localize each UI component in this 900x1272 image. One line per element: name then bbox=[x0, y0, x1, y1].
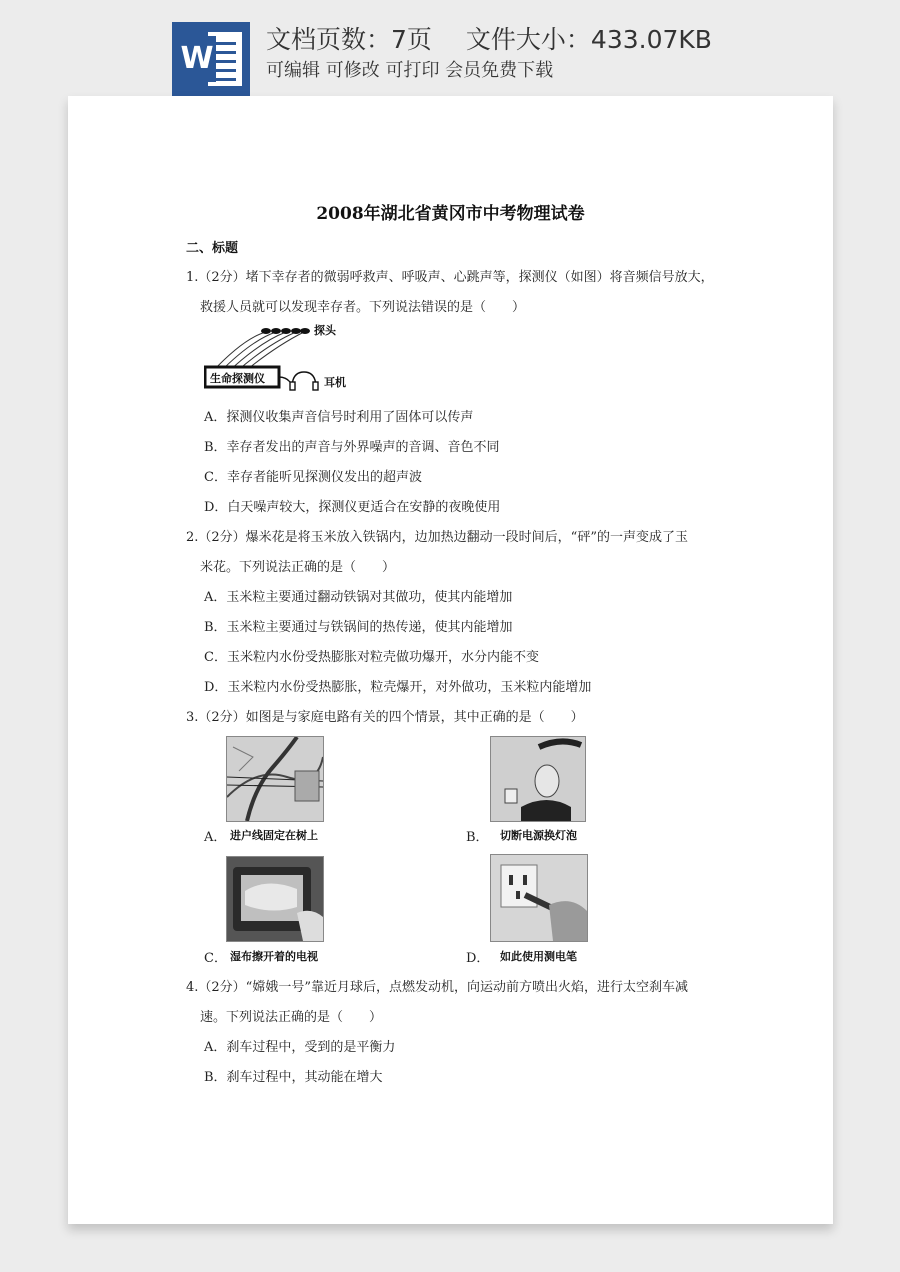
detector-label: 生命探测仪 bbox=[210, 372, 265, 385]
q1-stem: 1.（2分）堵下幸存者的微弱呼救声、呼吸声、心跳声等，探测仪（如图）将音频信号放大， bbox=[186, 270, 714, 285]
q3-option-a-caption: 进户线固定在树上 bbox=[230, 829, 318, 842]
q3-option-d-caption: 如此使用测电笔 bbox=[500, 950, 577, 963]
q2-option-d: D．玉米粒内水份受热膨胀，粒壳爆开，对外做功，玉米粒内能增加 bbox=[204, 680, 592, 695]
q2-stem-cont: 米花。下列说法正确的是（ ） bbox=[200, 560, 396, 575]
photo-test-pen bbox=[490, 854, 588, 942]
q4-option-b: B．刹车过程中，其动能在增大 bbox=[204, 1070, 383, 1085]
q3-option-a-letter: A． bbox=[204, 830, 227, 845]
q2-option-b: B．玉米粒主要通过与铁锅间的热传递，使其内能增加 bbox=[204, 620, 513, 635]
q1-option-a: A．探测仪收集声音信号时利用了固体可以传声 bbox=[204, 410, 474, 425]
exam-title: 2008年湖北省黄冈市中考物理试卷 bbox=[316, 204, 585, 224]
file-size: 文件大小：433.07KB bbox=[465, 25, 712, 54]
earphone-icon bbox=[279, 372, 318, 390]
document-page bbox=[68, 96, 833, 1224]
q2-option-a: A．玉米粒主要通过翻动铁锅对其做功，使其内能增加 bbox=[204, 590, 513, 605]
section-heading: 二、标题 bbox=[186, 241, 239, 256]
q3-option-d-letter: D． bbox=[466, 951, 490, 966]
file-meta bbox=[266, 20, 712, 56]
q4-stem-cont: 速。下列说法正确的是（ ） bbox=[200, 1010, 383, 1025]
word-letter: W bbox=[178, 36, 216, 82]
q3-option-b-caption: 切断电源换灯泡 bbox=[500, 829, 577, 842]
q3-stem: 3.（2分）如图是与家庭电路有关的四个情景，其中正确的是（ ） bbox=[186, 710, 584, 725]
earphone-label: 耳机 bbox=[324, 376, 346, 389]
q1-stem-cont: 救援人员就可以发现幸存者。下列说法错误的是（ ） bbox=[200, 300, 526, 315]
download-banner bbox=[0, 0, 900, 96]
q3-option-c-caption: 湿布擦开着的电视 bbox=[230, 950, 318, 963]
feature-list: 可编辑 可修改 可打印 会员免费下载 bbox=[266, 60, 554, 81]
q1-option-d: D．白天噪声较大，探测仪更适合在安静的夜晚使用 bbox=[204, 500, 501, 515]
q3-option-c-letter: C． bbox=[204, 951, 227, 966]
photo-wires-on-tree bbox=[226, 736, 324, 822]
probe-heads bbox=[261, 328, 310, 334]
q2-stem: 2.（2分）爆米花是将玉米放入铁锅内，边加热边翻动一段时间后，“砰”的一声变成了玉 bbox=[186, 530, 688, 545]
q1-option-b: B．幸存者发出的声音与外界噪声的音调、音色不同 bbox=[204, 440, 500, 455]
q4-option-a: A．刹车过程中，受到的是平衡力 bbox=[204, 1040, 396, 1055]
probe-label: 探头 bbox=[314, 324, 336, 337]
q1-option-c: C．幸存者能听见探测仪发出的超声波 bbox=[204, 470, 422, 485]
page-count: 文档页数：7页 bbox=[266, 25, 432, 54]
q2-option-c: C．玉米粒内水份受热膨胀对粒壳做功爆开，水分内能不变 bbox=[204, 650, 539, 665]
photo-wiping-tv bbox=[226, 856, 324, 942]
photo-changing-bulb bbox=[490, 736, 586, 822]
q4-stem: 4.（2分）“嫦娥一号”靠近月球后，点燃发动机，向运动前方喷出火焰，进行太空刹车减 bbox=[186, 980, 688, 995]
word-doc-icon bbox=[172, 22, 250, 96]
q3-option-b-letter: B． bbox=[466, 830, 489, 845]
life-detector-diagram bbox=[204, 324, 374, 392]
